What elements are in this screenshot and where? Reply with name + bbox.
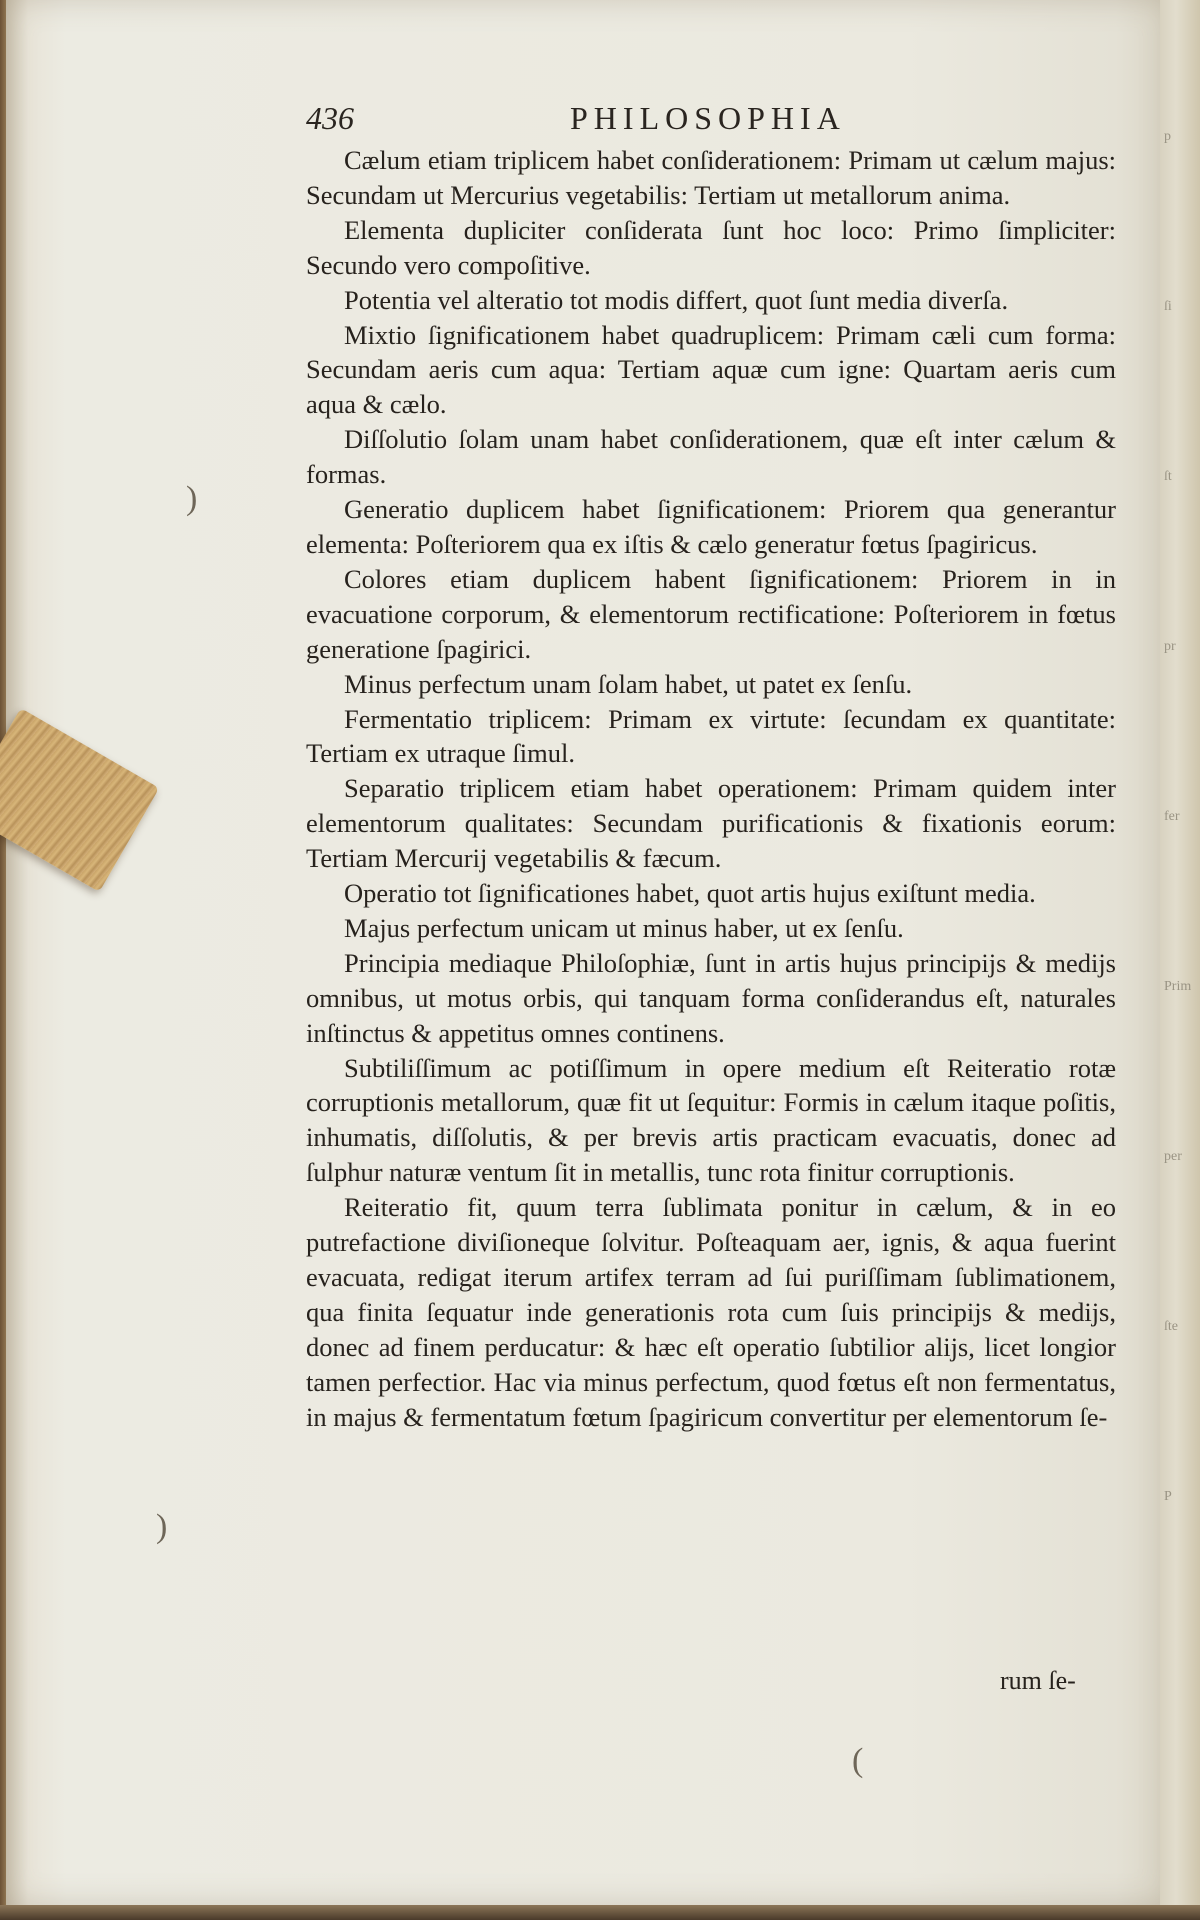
bleed-through-glyph: per [1164,1149,1182,1164]
paragraph: Potentia vel alteratio tot modis differt, quot ſunt media diverſa. [344,284,1009,315]
main-text [306,143,1116,1435]
paragraph: Colores etiam duplicem habent ſignificationem: Priorem in in evacuatione corporum, & elementorum rectificatione: Poſteriorem in fœtus generatione ſpagirici. [306,563,1116,664]
paragraph: Minus perfectum unam ſolam habet, ut patet ex ſenſu. [344,668,913,699]
ink-mark: ) [156,1508,168,1545]
paragraph: Elementa dupliciter conſiderata ſunt hoc loco: Primo ſimpliciter: Secundo vero compoſitive. [306,214,1116,280]
bleed-through-glyph: ſt [1164,469,1172,484]
paragraph: Cælum etiam triplicem habet conſiderationem: Primam ut cælum majus: Secundam ut Mercurius vegetabilis: Tertiam ut metallorum anima. [306,145,1116,210]
paragraph: Fermentatio triplicem: Primam ex virtute: ſecundam ex quantitate: Tertiam ex utraque ſimul. [306,703,1116,769]
bleed-through-glyph: pr [1164,639,1176,654]
ink-mark: ( [852,1742,864,1779]
ink-mark: ) [186,480,198,517]
bleed-through-glyph: p [1164,129,1171,144]
paragraph: Mixtio ſignificationem habet quadruplicem: Primam cæli cum forma: Secundam aeris cum aqua: Tertiam aquæ cum igne: Quartam aeris cum aqua & cælo. [306,319,1116,420]
paragraph: Separatio triplicem etiam habet operationem: Primam quidem inter elementorum qualitates: Secundam purificationis & fixationis eorum: Tertiam Mercurij vegetabilis & fæcum. [306,773,1116,874]
facing-page-edge [1160,0,1200,1920]
running-head: PHILOSOPHIA [570,100,846,136]
bleed-through-glyph: fer [1164,809,1180,824]
page-header [306,100,1116,144]
paragraph: Principia mediaque Philoſophiæ, ſunt in artis hujus principijs & medijs omnibus, ut motus orbis, qui tanquam forma conſiderandus eſt, naturales inſtinctus & appetitus omnes continens. [306,947,1116,1048]
bleed-through-glyph: ſte [1164,1319,1178,1334]
paragraph: Subtiliſſimum ac potiſſimum in opere medium eſt Reiteratio rotæ corruptionis metallorum, quæ fit ut ſequitur: Formis in cælum itaque poſitis, inhumatis, diſſolutis, & per brevis artis practicam evacuatis, donec ad ſulphur naturæ ventum ſit in metallis, tunc rota finitur corruptionis. [306,1052,1116,1188]
paragraph: Generatio duplicem habet ſignificationem: Priorem qua generantur elementa: Poſteriorem qua ex iſtis & cælo generatur fœtus ſpagiricus. [306,494,1116,559]
paragraph: Diſſolutio ſolam unam habet conſiderationem, quæ eſt inter cælum & formas. [306,424,1116,490]
bleed-through-glyph: ſi [1164,299,1172,314]
bleed-through-glyph: Prim [1164,979,1192,994]
paragraph: Reiteratio fit, quum terra ſublimata ponitur in cælum, & in eo putrefactione diviſioneque ſolvitur. Poſteaquam aer, ignis, & aqua fuerint evacuata, redigat iterum artifex terram ad ſui puriſſimam ſublimationem, qua finita ſequatur inde generationis rota cum ſuis principijs & medijs, donec ad finem perducatur: & hæc eſt operatio ſubtilior alijs, licet longior tamen perfectior. Hac via minus perfectum, quod fœtus eſt non fermentatus, in majus & fermentatum fœtum ſpagiricum convertitur per elementorum ſe- [306,1192,1116,1432]
paragraph: Operatio tot ſignificationes habet, quot artis hujus exiſtunt media. [344,878,1036,909]
page-number: 436 [306,100,354,136]
page-bottom-edge [0,1905,1200,1920]
paragraph: Majus perfectum unicam ut minus haber, ut ex ſenſu. [344,912,904,943]
catchword: rum ſe- [1000,1666,1076,1695]
bleed-through-glyph: P [1164,1489,1172,1504]
